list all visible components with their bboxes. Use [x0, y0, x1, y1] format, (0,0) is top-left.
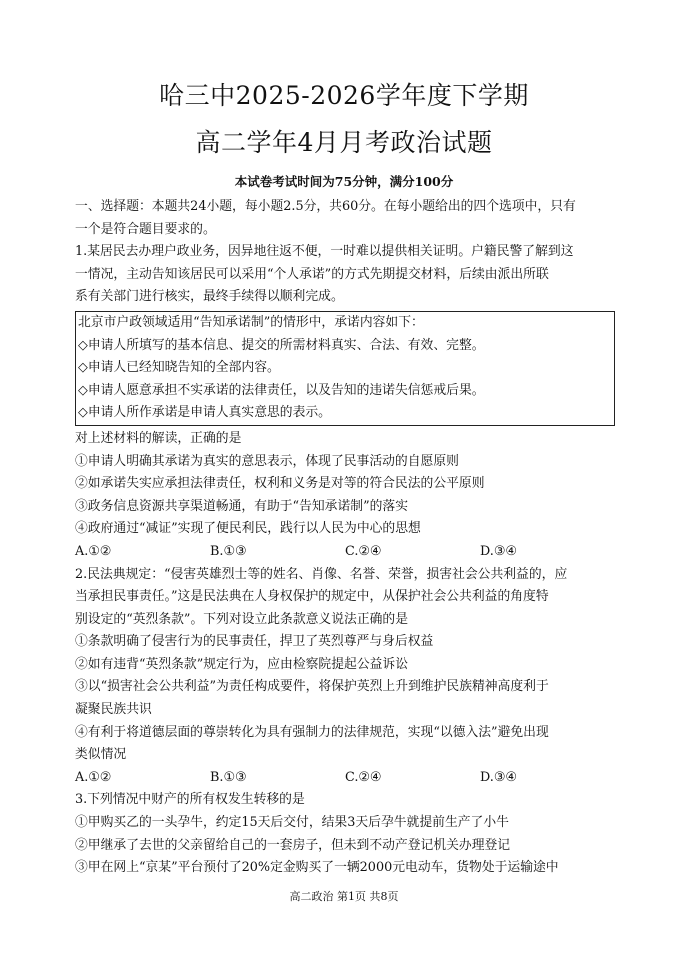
q1-stem-line: 系有关部门进行核实，最终手续得以顺利完成。 — [75, 289, 344, 305]
q1-option-b[interactable]: B.①③ — [210, 543, 247, 559]
q1-stem-line: 1.某居民去办理户政业务，因异地往返不便，一时难以提供相关证明。户籍民警了解到这 — [75, 244, 574, 260]
section-intro-line: 一、选择题：本题共24小题，每小题2.5分，共60分。在每小题给出的四个选项中，只有 — [75, 199, 576, 214]
q1-box-line: ◇申请人愿意承担不实承诺的法律责任，以及告知的违诺失信惩戒后果。 — [78, 382, 485, 398]
q1-option-a[interactable]: A.①② — [75, 543, 112, 559]
q3-item: ③甲在网上“京某”平台预付了20%定金购买了一辆2000元电动车，货物处于运输途中 — [75, 860, 559, 876]
q1-option-c[interactable]: C.②④ — [345, 543, 382, 559]
q1-item: ③政务信息资源共享渠道畅通，有助于“告知承诺制”的落实 — [75, 498, 409, 514]
exam-time-score: 本试卷考试时间为75分钟，满分100分 — [234, 174, 454, 189]
exam-content — [75, 196, 615, 880]
q2-stem-line: 2.民法典规定：“侵害英雄烈士等的姓名、肖像、名誉、荣誉，损害社会公共利益的，应 — [75, 566, 568, 582]
q2-option-a[interactable]: A.①② — [75, 769, 112, 785]
exam-title-line1: 哈三中2025-2026学年度下学期 — [159, 81, 529, 110]
q2-item: ④有利于将道德层面的尊崇转化为具有强制力的法律规范，实现“以德入法”避免出现 — [75, 724, 549, 740]
q2-item: ②如有违背“英烈条款”规定行为，应由检察院提起公益诉讼 — [75, 656, 409, 672]
q1-item: ①申请人明确其承诺为真实的意思表示，体现了民事活动的自愿原则 — [75, 453, 459, 469]
q1-question: 对上述材料的解读，正确的是 — [75, 430, 242, 446]
q2-item: ①条款明确了侵害行为的民事责任，捍卫了英烈尊严与身后权益 — [75, 634, 434, 650]
q1-box-line: ◇申请人所填写的基本信息、提交的所需材料真实、合法、有效、完整。 — [78, 337, 485, 353]
page-footer: 高二政治 第1页 共8页 — [289, 890, 399, 903]
q1-item: ④政府通过“减证”实现了便民利民，践行以人民为中心的思想 — [75, 521, 421, 537]
q1-box-line: ◇申请人所作承诺是申请人真实意思的表示。 — [78, 405, 331, 421]
q1-item: ②如承诺失实应承担法律责任，权利和义务是对等的符合民法的公平原则 — [75, 476, 485, 492]
q1-options — [75, 541, 615, 564]
q2-stem-line: 当承担民事责任。”这是民法典在人身权保护的规定中，从保护社会公共利益的角度特 — [75, 589, 549, 605]
q3-item: ①甲购买乙的一头孕牛，约定15天后交付，结果3天后孕牛就提前生产了小牛 — [75, 815, 509, 831]
q2-option-b[interactable]: B.①③ — [210, 769, 247, 785]
q1-box-line: ◇申请人已经知晓告知的全部内容。 — [78, 360, 280, 376]
q1-box-line: 北京市户政领域适用“告知承诺制”的情形中，承诺内容如下： — [78, 314, 424, 330]
q2-stem-line: 别设定的“英烈条款”。下列对设立此条款意义说法正确的是 — [75, 611, 409, 627]
q1-stem-line: 一情况，主动告知该居民可以采用“个人承诺”的方式先期提交材料，后续由派出所联 — [75, 266, 549, 282]
q2-item: 凝聚民族共识 — [75, 702, 152, 718]
q3-item: ②甲继承了去世的父亲留给自己的一套房子，但未到不动产登记机关办理登记 — [75, 837, 511, 853]
q1-option-d[interactable]: D.③④ — [480, 543, 517, 559]
q2-option-c[interactable]: C.②④ — [345, 769, 382, 785]
q3-stem: 3.下列情况中财产的所有权发生转移的是 — [75, 792, 305, 808]
exam-title-line2: 高二学年4月月考政治试题 — [195, 128, 493, 157]
q2-item: ③以“损害社会公共利益”为责任构成要件，将保护英烈上升到维护民族精神高度利于 — [75, 679, 549, 695]
q2-item: 类似情况 — [75, 747, 127, 763]
q1-material-box — [75, 311, 615, 426]
section-intro-line: 一个是符合题目要求的。 — [75, 221, 216, 237]
q2-option-d[interactable]: D.③④ — [480, 769, 517, 785]
q2-options — [75, 767, 615, 790]
